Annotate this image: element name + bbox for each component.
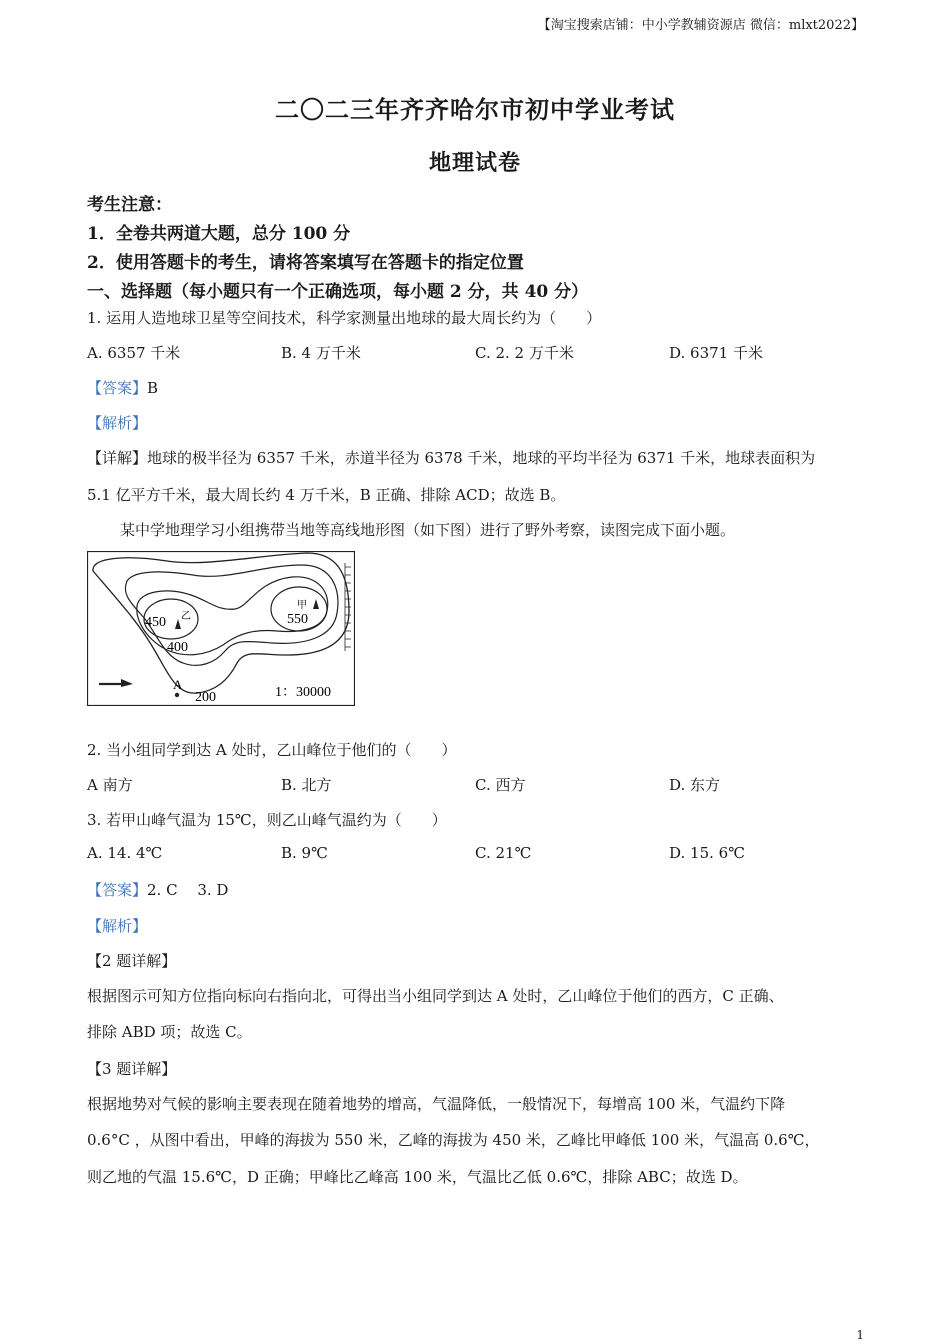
q2-option-a: A 南方	[87, 776, 133, 794]
q2-option-c: C. 西方	[475, 776, 526, 794]
label-peak-yi-elev: 450	[145, 615, 166, 630]
q2-option-b: B. 北方	[281, 776, 332, 794]
q1-answer	[87, 377, 158, 398]
q3-detail-label: 【3 题详解】	[87, 1060, 177, 1078]
notice-heading: 考生注意：	[87, 195, 172, 215]
point-a-marker	[175, 693, 179, 697]
q1-option-b: B. 4 万千米	[281, 344, 361, 362]
page-number: 1	[856, 1328, 864, 1342]
contour-map	[87, 551, 355, 706]
q1-detail-line-2: 5.1 亿平方千米，最大周长约 4 万千米，B 正确、排除 ACD；故选 B。	[87, 486, 566, 504]
q3-detail-line-3: 则乙地的气温 15.6℃，D 正确；甲峰比乙峰高 100 米，气温比乙低 0.6℃，排除 ABC；故选 D。	[87, 1168, 748, 1186]
q2-stem: 2. 当小组同学到达 A 处时，乙山峰位于他们的（ ）	[87, 741, 457, 759]
label-scale: 1：30000	[275, 685, 331, 700]
detail-label: 【详解】	[87, 449, 148, 467]
passage-text: 某中学地理学习小组携带当地等高线地形图（如下图）进行了野外考察，读图完成下面小题。	[120, 521, 736, 539]
answer-label: 【答案】	[87, 881, 148, 899]
q2-detail-line-2: 排除 ABD 项；故选 C。	[87, 1023, 252, 1041]
header-note: 【淘宝搜索店铺：中小学教辅资源店 微信：mlxt2022】	[537, 18, 864, 33]
answer-value: B	[147, 379, 159, 397]
q23-analysis-label: 【解析】	[87, 917, 148, 935]
q1-stem: 1. 运用人造地球卫星等空间技术，科学家测量出地球的最大周长约为（ ）	[87, 309, 602, 327]
label-peak-yi-name: 乙	[181, 611, 191, 622]
q3-option-a: A. 14. 4℃	[87, 844, 163, 862]
label-peak-jia-name: 甲	[297, 600, 307, 611]
label-peak-jia-elev: 550	[287, 612, 308, 627]
q1-analysis-label: 【解析】	[87, 414, 148, 432]
q2-option-d: D. 东方	[669, 776, 721, 794]
q3-detail-line-2: 0.6°C ，从图中看出，甲峰的海拔为 550 米，乙峰的海拔为 450 米，乙峰比甲峰低 100 米，气温高 0.6℃，	[87, 1131, 820, 1149]
q3-option-d: D. 15. 6℃	[669, 844, 745, 862]
q1-detail-line-1	[87, 447, 815, 468]
section-heading: 一、选择题（每小题只有一个正确选项，每小题 2 分，共 40 分）	[87, 282, 589, 302]
q23-answer	[87, 879, 228, 900]
label-point-a: A	[173, 677, 183, 692]
detail-text: 地球的极半径为 6357 千米，赤道半径为 6378 千米，地球的平均半径为 6371 千米，地球表面积为	[147, 449, 816, 467]
answer-value: 2. C 3. D	[147, 881, 229, 899]
q2-detail-line-1: 根据图示可知方位指向标向右指向北，可得出当小组同学到达 A 处时，乙山峰位于他们的西方，C 正确、	[87, 987, 784, 1005]
exam-title: 二〇二三年齐齐哈尔市初中学业考试	[275, 95, 675, 124]
q1-option-c: C. 2. 2 万千米	[475, 344, 574, 362]
exam-subtitle: 地理试卷	[428, 150, 521, 176]
label-contour-400: 400	[167, 640, 188, 655]
q1-option-d: D. 6371 千米	[669, 344, 763, 362]
q1-option-a: A. 6357 千米	[87, 344, 181, 362]
label-contour-200: 200	[195, 690, 216, 705]
q3-stem: 3. 若甲山峰气温为 15℃，则乙山峰气温约为（ ）	[87, 811, 447, 829]
answer-label: 【答案】	[87, 379, 148, 397]
notice-item-1: 1．全卷共两道大题，总分 100 分	[87, 224, 351, 244]
q3-option-c: C. 21℃	[475, 844, 532, 862]
q3-option-b: B. 9℃	[281, 844, 328, 862]
notice-item-2: 2．使用答题卡的考生，请将答案填写在答题卡的指定位置	[87, 253, 524, 273]
q3-detail-line-1: 根据地势对气候的影响主要表现在随着地势的增高，气温降低，一般情况下，每增高 100 米，气温约下降	[87, 1095, 786, 1113]
q2-detail-label: 【2 题详解】	[87, 952, 177, 970]
